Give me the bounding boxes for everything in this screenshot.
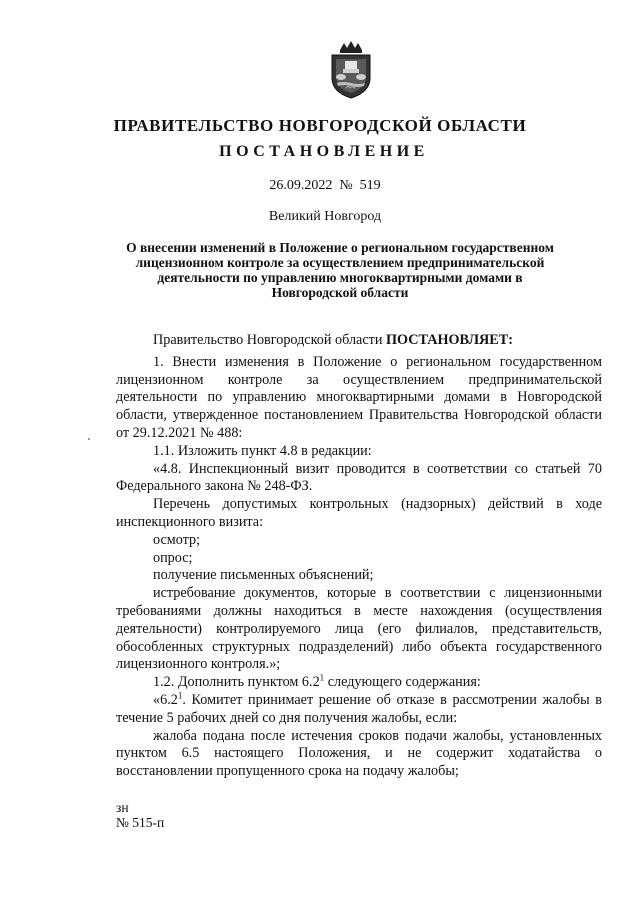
preamble — [116, 332, 602, 350]
list-item-inspection: осмотр; — [153, 531, 201, 548]
government-title: ПРАВИТЕЛЬСТВО НОВГОРОДСКОЙ ОБЛАСТИ — [113, 116, 527, 135]
novgorod-coat-of-arms-icon — [326, 40, 376, 100]
list-item-explanations: получение письменных объяснений; — [153, 567, 374, 584]
list-item-survey: опрос; — [153, 549, 193, 566]
complaint-condition: жалоба подана после истечения сроков подачи жалобы, установленных пунктом 6.5 настоящего Положения, и не содержит ходатайства о восстановлении пропущенного срока на подачу жалобы; — [116, 727, 602, 780]
document-type: ПОСТАНОВЛЕНИЕ — [219, 143, 429, 160]
decree-subject: О внесении изменений в Положение о региональном государственном лицензионном контроле за осуществлением предпринимательской деятельности по управлению многоквартирными домами в Новгородской области — [126, 240, 554, 300]
preamble-lead: Правительство Новгородской области — [153, 332, 386, 348]
number-sign: № — [339, 178, 353, 193]
footer-draft-number: № 515-п — [116, 815, 165, 830]
date-number-line — [0, 178, 640, 194]
clause-6-2-1 — [116, 692, 602, 728]
footer-initials: зн — [116, 800, 129, 815]
list-item-documents: истребование документов, которые в соответствии с лицензионными требованиями должны находиться в месте нахождения (осуществления деятельности) контролируемого лица (его филиалов, представительств, обособленных структурных подразделений) либо объекта государственного лицензионного контроля.»; — [116, 585, 602, 673]
paragraph-1-2 — [116, 674, 602, 692]
paragraph-1-2-text: 1.2. Дополнить пунктом 6.2 — [153, 674, 320, 691]
scan-mark — [88, 438, 90, 440]
clause-6-2-1-text: . Комитет принимает решение об отказе в рассмотрении жалобы в течение 5 рабочих дней со дня получения жалобы, если: — [116, 691, 602, 726]
superscript: 1 — [319, 672, 325, 683]
decree-number: 519 — [359, 178, 381, 193]
superscript: 1 — [177, 690, 183, 701]
clause-6-2-1-label: «6.2 — [153, 691, 178, 708]
footer — [116, 800, 164, 830]
paragraph-1-2-tail: следующего содержания: — [324, 674, 481, 691]
paragraph-1: 1. Внести изменения в Положение о региональном государственном лицензионном контроле за осуществлением предпринимательской деятельности по управлению многоквартирными домами в Новгородской области, утвержденное постановлением Правительства Новгородской области от 29.12.2021 № 488: — [116, 353, 602, 441]
list-intro: Перечень допустимых контрольных (надзорных) действий в ходе инспекционного визита: — [116, 496, 602, 530]
city-name: Великий Новгород — [268, 209, 382, 224]
clause-4-8: «4.8. Инспекционный визит проводится в соответствии со статьей 70 Федерального закона № 248-ФЗ. — [116, 460, 602, 495]
decree-body — [116, 332, 602, 781]
preamble-action: ПОСТАНОВЛЯЕТ: — [385, 332, 513, 348]
decree-date: 26.09.2022 — [269, 178, 333, 193]
paragraph-1-1: 1.1. Изложить пункт 4.8 в редакции: — [153, 442, 372, 459]
